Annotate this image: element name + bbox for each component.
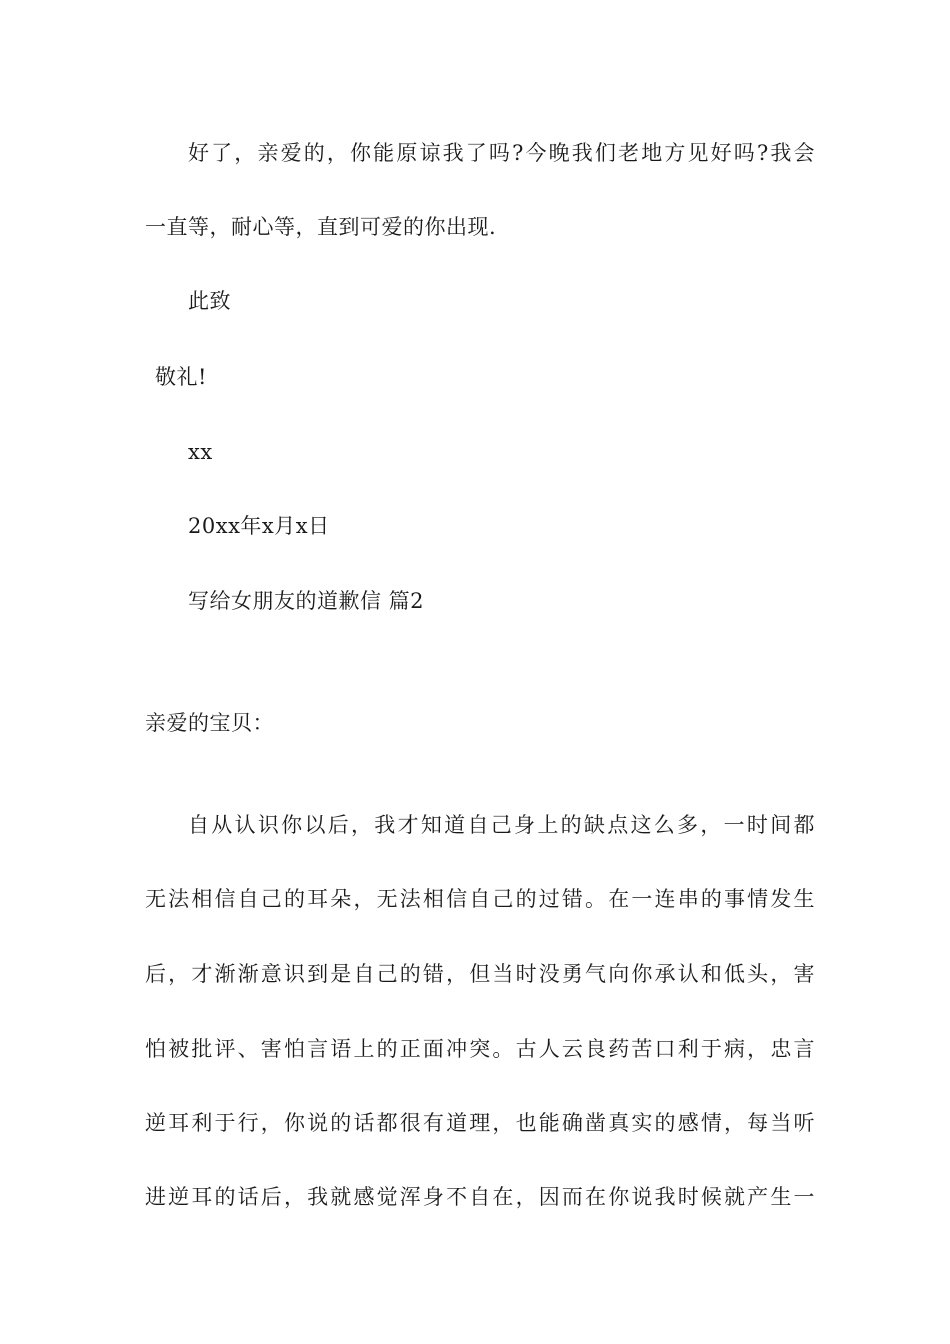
- letter-date: 20xx年x月x日: [188, 514, 330, 538]
- regards-line-2: 敬礼!: [155, 365, 207, 389]
- letter-greeting: 亲爱的宝贝：: [145, 711, 274, 735]
- regards-line-1: 此致: [188, 289, 231, 313]
- section-heading: 写给女朋友的道歉信 篇2: [188, 589, 425, 613]
- body-line: 无法相信自己的耳朵，无法相信自己的过错。在一连串的事情发生: [145, 887, 815, 911]
- body-line: 自从认识你以后，我才知道自己身上的缺点这么多，一时间都: [188, 813, 815, 837]
- signature: xx: [188, 440, 213, 464]
- body-line: 逆耳利于行，你说的话都很有道理，也能确凿真实的感情，每当听: [145, 1111, 815, 1135]
- body-line: 后，才渐渐意识到是自己的错，但当时没勇气向你承认和低头，害: [145, 962, 815, 986]
- body-line: 进逆耳的话后，我就感觉浑身不自在，因而在你说我时候就产生一: [145, 1185, 815, 1209]
- body-line: 怕被批评、害怕言语上的正面冲突。古人云良药苦口利于病，忠言: [145, 1037, 815, 1061]
- closing-paragraph-line-1: 好了，亲爱的，你能原谅我了吗?今晚我们老地方见好吗?我会: [188, 141, 815, 165]
- closing-paragraph-line-2: 一直等，耐心等，直到可爱的你出现.: [145, 215, 497, 239]
